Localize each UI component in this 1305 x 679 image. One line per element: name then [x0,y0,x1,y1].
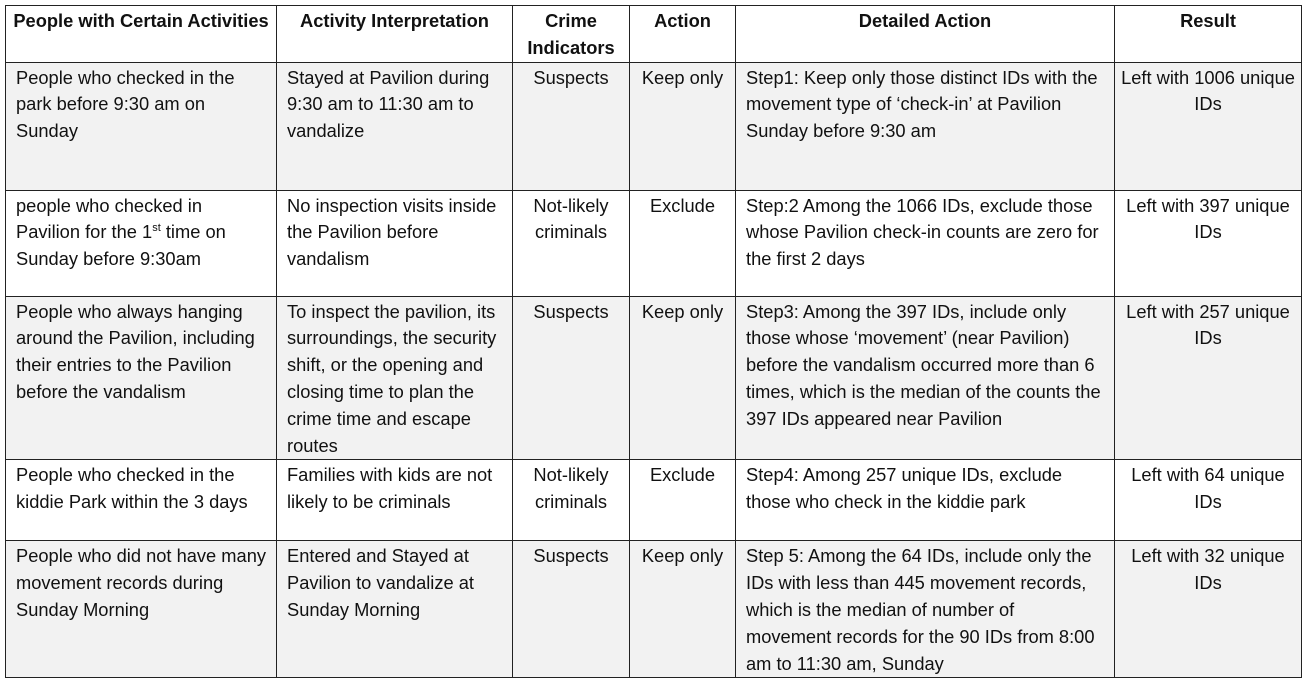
cell-activities-text-end: time on Sunday before 9:30am [16,221,226,270]
header-activities: People with Certain Activities [6,6,277,63]
table-row [6,190,1302,296]
cell-interpretation: No inspection visits inside the Pavilion before vandalism [277,190,513,296]
header-result: Result [1115,6,1302,63]
cell-crime-indicator: Suspects [513,541,630,678]
cell-result: Left with 1006 unique IDs [1115,62,1302,190]
table-row [6,296,1302,460]
cell-activities: People who checked in the kiddie Park within the 3 days [6,460,277,541]
cell-activities: People who always hanging around the Pavilion, including their entries to the Pavilion before the vandalism [6,296,277,460]
cell-detailed-action: Step 5: Among the 64 IDs, include only the IDs with less than 445 movement records, which is the median of number of movement records for the 90 IDs from 8:00 am to 11:30 am, Sunday [736,541,1115,678]
cell-interpretation: Entered and Stayed at Pavilion to vandalize at Sunday Morning [277,541,513,678]
cell-result: Left with 64 unique IDs [1115,460,1302,541]
cell-detailed-action: Step3: Among the 397 IDs, include only those whose ‘movement’ (near Pavilion) before the vandalism occurred more than 6 times, which is the median of the counts the 397 IDs appeared near Pavilion [736,296,1115,460]
cell-action: Exclude [630,190,736,296]
ordinal-superscript: st [152,222,161,235]
cell-activities [6,190,277,296]
cell-result: Left with 32 unique IDs [1115,541,1302,678]
cell-action: Keep only [630,62,736,190]
cell-detailed-action: Step:2 Among the 1066 IDs, exclude those whose Pavilion check-in counts are zero for the first 2 days [736,190,1115,296]
cell-crime-indicator: Not-likely criminals [513,190,630,296]
cell-result: Left with 257 unique IDs [1115,296,1302,460]
header-detailed-action: Detailed Action [736,6,1115,63]
cell-action: Keep only [630,296,736,460]
table-header-row [6,6,1302,63]
suspect-filtering-table [5,5,1302,678]
cell-detailed-action: Step4: Among 257 unique IDs, exclude those who check in the kiddie park [736,460,1115,541]
cell-interpretation: Families with kids are not likely to be criminals [277,460,513,541]
cell-detailed-action: Step1: Keep only those distinct IDs with the movement type of ‘check-in’ at Pavilion Sunday before 9:30 am [736,62,1115,190]
cell-result: Left with 397 unique IDs [1115,190,1302,296]
table-row [6,541,1302,678]
cell-crime-indicator: Suspects [513,296,630,460]
cell-interpretation: Stayed at Pavilion during 9:30 am to 11:30 am to vandalize [277,62,513,190]
table-row [6,460,1302,541]
cell-crime-indicator: Not-likely criminals [513,460,630,541]
cell-crime-indicator: Suspects [513,62,630,190]
cell-action: Keep only [630,541,736,678]
cell-action: Exclude [630,460,736,541]
table-row [6,62,1302,190]
cell-activities: People who checked in the park before 9:30 am on Sunday [6,62,277,190]
header-interpretation: Activity Interpretation [277,6,513,63]
cell-interpretation: To inspect the pavilion, its surroundings, the security shift, or the opening and closing time to plan the crime time and escape routes [277,296,513,460]
header-crime-indicators: Crime Indicators [513,6,630,63]
header-action: Action [630,6,736,63]
cell-activities: People who did not have many movement records during Sunday Morning [6,541,277,678]
cell-activities-text-start: people who checked in Pavilion for the 1 [16,194,202,243]
